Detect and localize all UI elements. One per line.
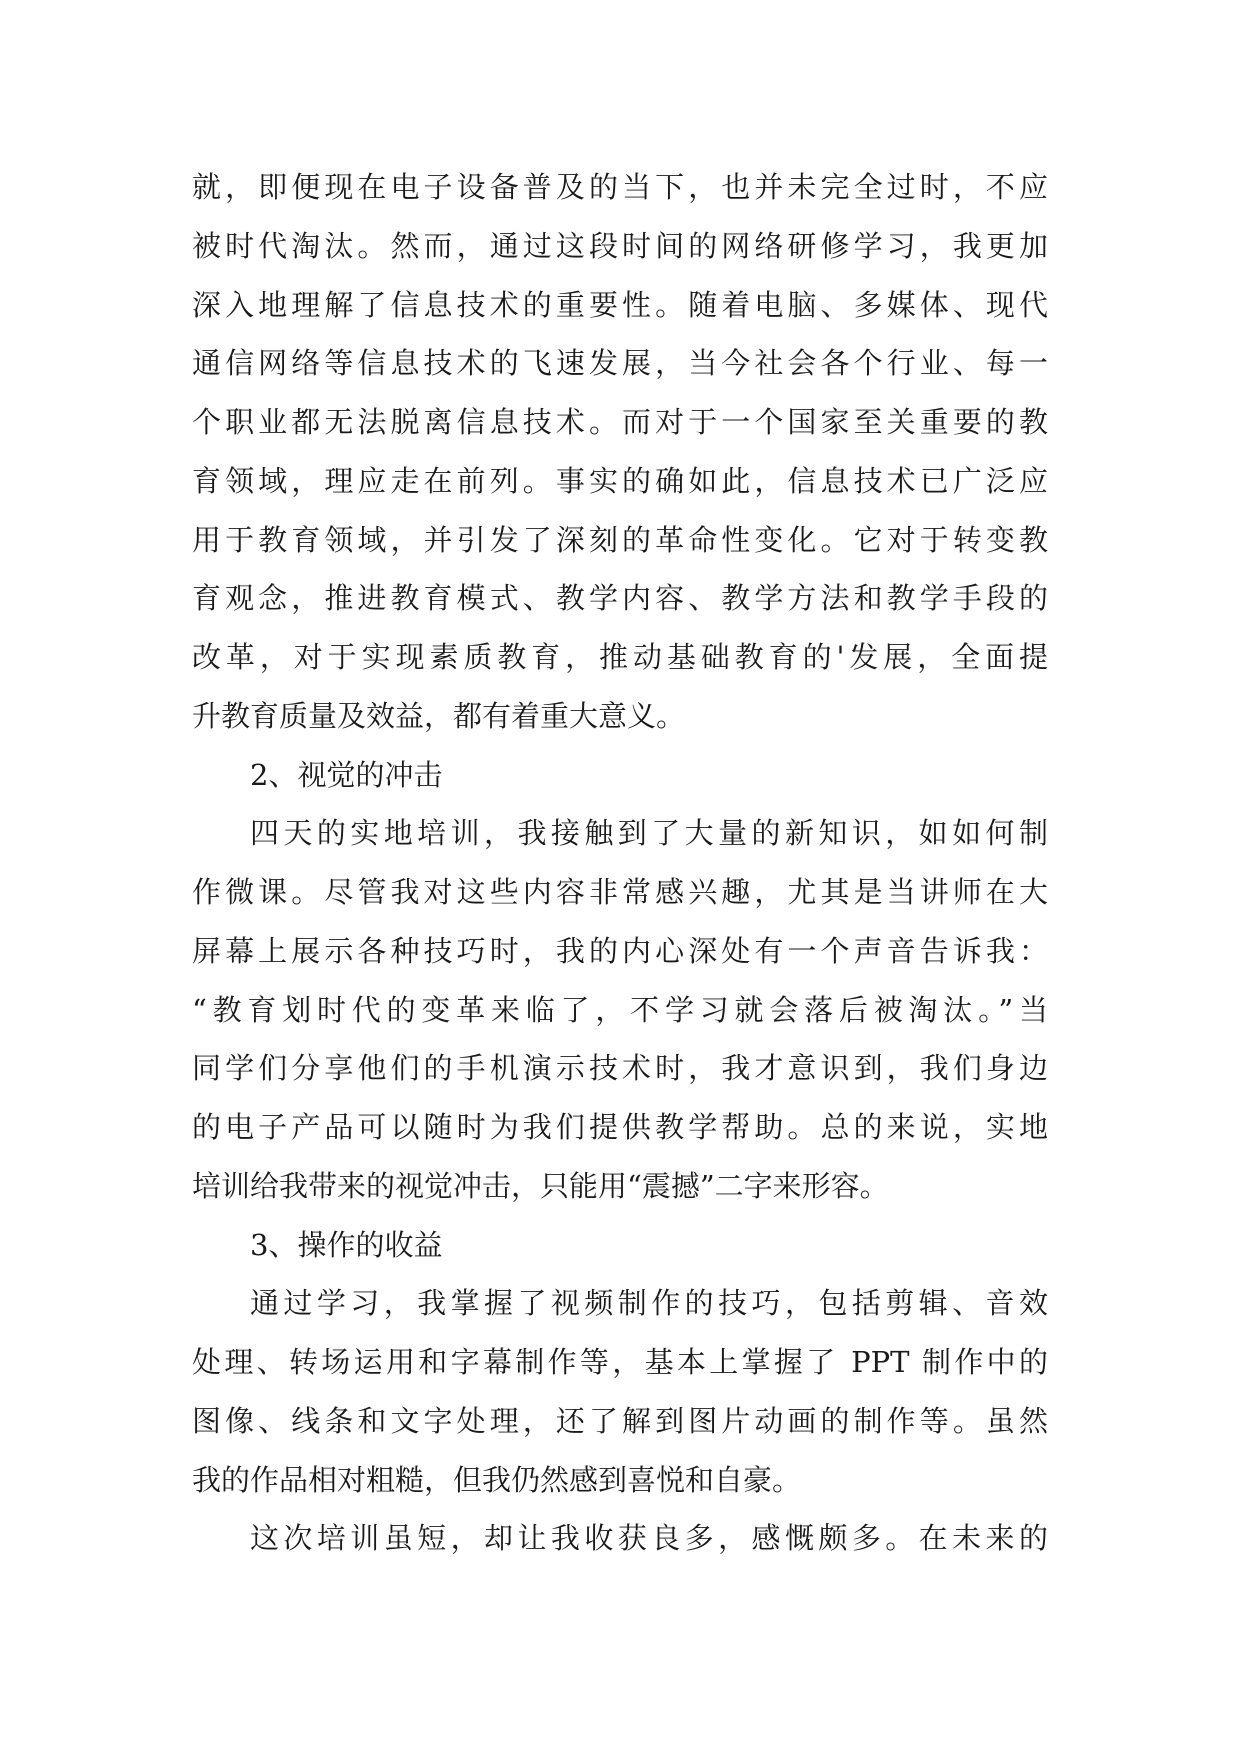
text-line: “教育划时代的变革来临了，不学习就会落后被淘汰。”当 [192,992,1048,1027]
text-line: 这次培训虽短，却让我收获良多，感慨颇多。在未来的 [250,1521,1048,1556]
text-line: 四天的实地培训，我接触到了大量的新知识，如如何制 [250,816,1048,851]
text-line: 个职业都无法脱离信息技术。而对于一个国家至关重要的教 [192,405,1048,439]
text-line: 培训给我带来的视觉冲击，只能用“震撼”二字来形容。 [192,1168,889,1203]
text-line: 深入地理解了信息技术的重要性。随着电脑、多媒体、现代 [192,287,1048,322]
section-heading [192,1216,1048,1275]
text-line: 被时代淘汰。然而，通过这段时间的网络研修学习，我更加 [192,228,1048,263]
text-line: 屏幕上展示各种技巧时，我的内心深处有一个声音告诉我： [192,933,1048,968]
text-line: 用于教育领域，并引发了深刻的革命性变化。它对于转变教 [192,522,1048,557]
text-line: 我的作品相对粗糙，但我仍然感到喜悦和自豪。 [192,1462,802,1497]
body-paragraph [192,158,1048,746]
heading-text: 2、视觉的冲击 [250,757,443,792]
body-paragraph [192,1509,1048,1568]
document-body [192,158,1048,1568]
body-paragraph [192,1274,1048,1509]
section-heading [192,746,1048,805]
text-line: 的电子产品可以随时为我们提供教学帮助。总的来说，实地 [192,1110,1048,1144]
text-line: 通信网络等信息技术的飞速发展，当今社会各个行业、每一 [192,346,1048,381]
heading-text: 3、操作的收益 [250,1227,443,1262]
text-line: 就，即便现在电子设备普及的当下，也并未完全过时，不应 [192,170,1048,204]
text-line: 改革，对于实现素质教育，推动基础教育的'发展，全面提 [192,640,1048,674]
text-line: 同学们分享他们的手机演示技术时，我才意识到，我们身边 [192,1051,1048,1086]
text-line: 处理、转场运用和字幕制作等，基本上掌握了 PPT 制作中的 [192,1345,1048,1379]
body-paragraph [192,804,1048,1215]
text-line: 育观念，推进教育模式、教学内容、教学方法和教学手段的 [192,581,1048,616]
text-line: 育领域，理应走在前列。事实的确如此，信息技术已广泛应 [192,463,1048,498]
text-line: 图像、线条和文字处理，还了解到图片动画的制作等。虽然 [192,1403,1048,1438]
text-line: 升教育质量及效益，都有着重大意义。 [192,698,686,733]
text-line: 作微课。尽管我对这些内容非常感兴趣，尤其是当讲师在大 [192,875,1048,909]
text-line: 通过学习，我掌握了视频制作的技巧，包括剪辑、音效 [250,1286,1048,1321]
